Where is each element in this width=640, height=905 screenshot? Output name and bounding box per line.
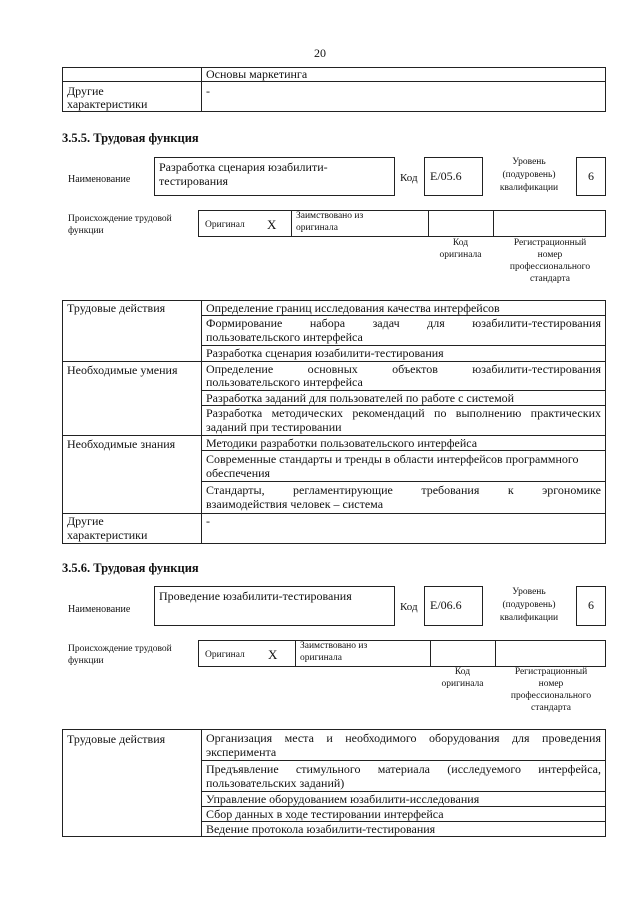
f356-action-3: Управление оборудованием юзабилити-исследования [206, 792, 480, 806]
f355-skill-1a: Определение основных объектов юзабилити-тестирования [206, 362, 601, 376]
f355-borrowed-label-1: Заимствовано из [296, 211, 364, 221]
f355-knowledge-3a: Стандарты, регламентирующие требования к эргономике [206, 483, 601, 497]
f355-reg-number-2: номер [537, 250, 563, 260]
f356-reg-number-3: профессионального [510, 691, 592, 701]
f355-actions-label: Трудовые действия [67, 301, 166, 315]
f355-skill-3a: Разработка методических рекомендаций по выполнению практических [206, 406, 601, 420]
f355-borrowed-label-2: оригинала [296, 223, 338, 233]
f355-code-original-1: Код [452, 238, 469, 248]
f356-level-label-2: (подуровень) [502, 600, 556, 610]
top-row1-value: Основы маркетинга [206, 67, 308, 81]
f356-borrowed-label-2: оригинала [300, 653, 342, 663]
f355-name-value-2: тестирования [159, 174, 229, 188]
f355-reg-number-4: стандарта [530, 274, 570, 284]
f355-other-label-2: характеристики [67, 528, 148, 542]
f355-level-label-1: Уровень [512, 157, 546, 167]
f356-original-label: Оригинал [205, 650, 245, 660]
f355-level-label-2: (подуровень) [502, 170, 556, 180]
f355-action-3: Разработка сценария юзабилити-тестирования [206, 346, 444, 360]
f356-code-label: Код [400, 601, 418, 613]
f356-action-4: Сбор данных в ходе тестировании интерфейса [206, 807, 444, 821]
f356-code-original-1: Код [454, 667, 471, 677]
f355-action-1: Определение границ исследования качества интерфейсов [206, 301, 500, 315]
top-row2-value: - [206, 84, 210, 98]
f355-knowledge-label: Необходимые знания [67, 437, 176, 451]
f355-knowledge-3b: взаимодействия человек – система [206, 497, 384, 511]
f355-other-value: - [206, 514, 210, 528]
f355-name-label: Наименование [68, 174, 131, 185]
f355-level-label-3: квалификации [499, 183, 559, 193]
f355-reg-number-1: Регистрационный [513, 238, 587, 248]
f355-skill-2: Разработка заданий для пользователей по работе с системой [206, 391, 515, 405]
f356-action-5: Ведение протокола юзабилити-тестирования [206, 822, 436, 836]
f355-code-label: Код [400, 172, 418, 184]
f355-skills-label: Необходимые умения [67, 363, 178, 377]
f356-level-value: 6 [588, 598, 594, 612]
f355-skill-3b: заданий при тестировании [206, 420, 342, 434]
f355-code-original-2: оригинала [439, 250, 482, 260]
f356-reg-number-1: Регистрационный [514, 667, 588, 677]
f355-knowledge-2a: Современные стандарты и тренды в области интерфейсов программного [206, 452, 579, 466]
f355-action-2b: пользовательского интерфейса [206, 330, 363, 344]
f355-other-label-1: Другие [67, 514, 104, 528]
top-row2-label-1: Другие [67, 84, 104, 98]
f356-borrowed-label-1: Заимствовано из [300, 641, 368, 651]
f356-code-value: E/06.6 [430, 598, 462, 612]
f356-name-value: Проведение юзабилити-тестирования [159, 589, 352, 603]
f356-reg-number-2: номер [538, 679, 564, 689]
f355-name-value-1: Разработка сценария юзабилити- [159, 160, 328, 174]
f356-actions-label: Трудовые действия [67, 732, 166, 746]
f355-knowledge-1: Методики разработки пользовательского интерфейса [206, 436, 478, 450]
f355-origin-label-1: Происхождение трудовой [68, 214, 172, 224]
f356-action-1b: эксперимента [206, 745, 277, 759]
f355-level-value: 6 [588, 169, 594, 183]
page-number: 20 [314, 46, 326, 60]
f356-action-1a: Организация места и необходимого оборудования для проведения [206, 731, 601, 745]
f356-level-label-3: квалификации [499, 613, 559, 623]
top-row2-label-2: характеристики [67, 97, 148, 111]
f356-level-label-1: Уровень [512, 587, 546, 597]
f356-reg-number-4: стандарта [531, 703, 571, 713]
section-3-5-6-title: 3.5.6. Трудовая функция [62, 561, 199, 575]
f355-reg-number-3: профессионального [509, 262, 591, 272]
f356-original-mark: X [268, 647, 278, 662]
f355-original-label: Оригинал [205, 220, 245, 230]
section-3-5-5-title: 3.5.5. Трудовая функция [62, 131, 199, 145]
f356-name-label: Наименование [68, 604, 131, 615]
f356-origin-label-2: функции [68, 656, 104, 666]
f355-origin-label-2: функции [68, 226, 104, 236]
f355-knowledge-2b: обеспечения [206, 466, 271, 480]
f356-action-2a: Предъявление стимульного материала (исследуемого интерфейса, [206, 762, 601, 776]
f356-code-original-2: оригинала [441, 679, 484, 689]
f355-original-mark: X [267, 217, 277, 232]
f356-action-2b: пользовательских заданий) [206, 776, 345, 790]
f355-action-2a: Формирование набора задач для юзабилити-тестирования [206, 316, 601, 330]
f355-code-value: E/05.6 [430, 169, 462, 183]
f356-origin-label-1: Происхождение трудовой [68, 644, 172, 654]
f355-skill-1b: пользовательского интерфейса [206, 375, 363, 389]
